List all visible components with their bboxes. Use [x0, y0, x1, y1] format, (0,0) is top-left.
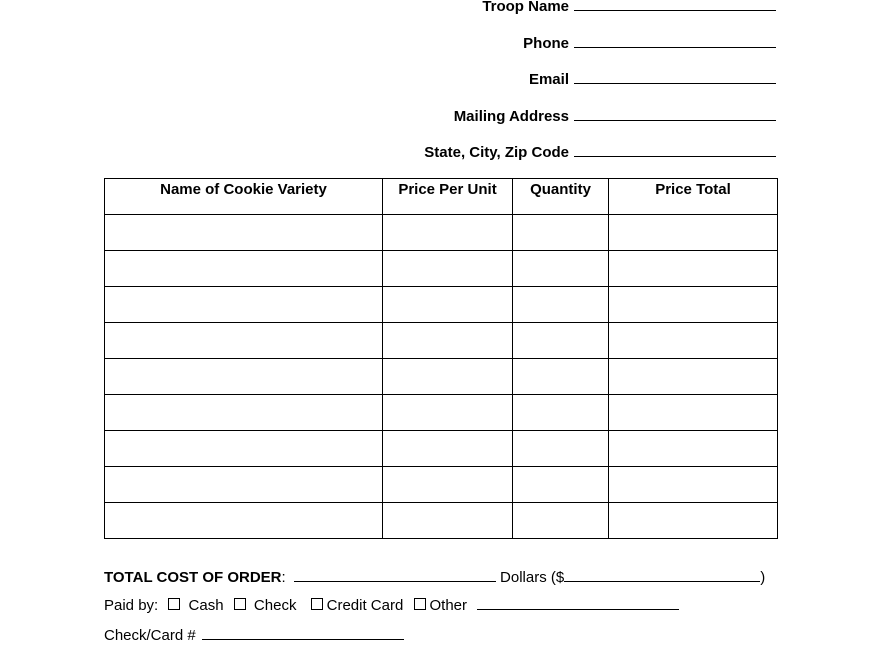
cell-quantity[interactable]	[513, 503, 609, 539]
check-card-blank[interactable]	[202, 626, 404, 640]
total-cost-line	[104, 568, 765, 586]
cell-variety[interactable]	[105, 395, 383, 431]
cell-quantity[interactable]	[513, 431, 609, 467]
check-card-label: Check/Card #	[104, 627, 196, 644]
paid-by-line	[104, 596, 679, 614]
column-header-quantity: Quantity	[513, 179, 609, 215]
cell-quantity[interactable]	[513, 395, 609, 431]
column-header-variety: Name of Cookie Variety	[105, 179, 383, 215]
cell-price-total[interactable]	[609, 323, 778, 359]
total-cost-blank[interactable]	[294, 568, 496, 582]
cell-price-total[interactable]	[609, 503, 778, 539]
column-header-price-total: Price Total	[609, 179, 778, 215]
phone-field	[523, 33, 776, 52]
total-cost-label: TOTAL COST OF ORDER	[104, 569, 282, 586]
state-city-zip-label: State, City, Zip Code	[424, 144, 569, 161]
table-row	[105, 359, 778, 395]
cash-checkbox[interactable]	[168, 598, 180, 610]
email-label: Email	[528, 71, 569, 88]
order-table	[104, 178, 778, 539]
table-row	[105, 215, 778, 251]
cell-variety[interactable]	[105, 467, 383, 503]
cell-quantity[interactable]	[513, 323, 609, 359]
other-blank[interactable]	[477, 596, 679, 610]
table-row	[105, 503, 778, 539]
cell-price-total[interactable]	[609, 359, 778, 395]
cell-price-per-unit[interactable]	[383, 251, 513, 287]
cell-quantity[interactable]	[513, 215, 609, 251]
email-field	[529, 69, 776, 88]
cell-variety[interactable]	[105, 323, 383, 359]
cell-price-total[interactable]	[609, 215, 778, 251]
check-card-line	[104, 626, 404, 644]
cell-variety[interactable]	[105, 287, 383, 323]
credit-card-option-label: Credit Card	[326, 597, 404, 614]
cell-price-total[interactable]	[609, 431, 778, 467]
dollars-label: Dollars ($	[500, 569, 565, 586]
table-header-row	[105, 179, 778, 215]
table-row	[105, 467, 778, 503]
cell-variety[interactable]	[105, 215, 383, 251]
cell-quantity[interactable]	[513, 359, 609, 395]
troop-name-field	[482, 0, 776, 15]
cell-price-per-unit[interactable]	[383, 431, 513, 467]
cell-variety[interactable]	[105, 503, 383, 539]
cell-price-total[interactable]	[609, 395, 778, 431]
cell-price-per-unit[interactable]	[383, 503, 513, 539]
column-header-price-per-unit: Price Per Unit	[383, 179, 513, 215]
phone-blank[interactable]	[574, 33, 776, 48]
mailing-address-label: Mailing Address	[453, 108, 569, 125]
state-city-zip-blank[interactable]	[574, 142, 776, 157]
troop-name-blank[interactable]	[574, 0, 776, 11]
credit-card-checkbox[interactable]	[311, 598, 323, 610]
cell-price-per-unit[interactable]	[383, 467, 513, 503]
cell-quantity[interactable]	[513, 467, 609, 503]
cell-quantity[interactable]	[513, 287, 609, 323]
mailing-address-blank[interactable]	[574, 106, 776, 121]
table-row	[105, 323, 778, 359]
table-row	[105, 431, 778, 467]
cell-price-per-unit[interactable]	[383, 323, 513, 359]
other-option-label: Other	[429, 597, 468, 614]
check-checkbox[interactable]	[234, 598, 246, 610]
table-row	[105, 251, 778, 287]
mailing-address-field	[454, 106, 776, 125]
cell-variety[interactable]	[105, 251, 383, 287]
check-option-label: Check	[253, 597, 297, 614]
email-blank[interactable]	[574, 69, 776, 84]
phone-label: Phone	[523, 35, 569, 52]
table-row	[105, 395, 778, 431]
cell-price-total[interactable]	[609, 467, 778, 503]
cash-option-label: Cash	[188, 597, 224, 614]
other-checkbox[interactable]	[414, 598, 426, 610]
cell-price-total[interactable]	[609, 251, 778, 287]
state-city-zip-field	[424, 142, 776, 161]
cell-price-per-unit[interactable]	[383, 395, 513, 431]
dollars-blank[interactable]	[564, 568, 760, 582]
cell-price-per-unit[interactable]	[383, 359, 513, 395]
cell-price-total[interactable]	[609, 287, 778, 323]
total-cost-colon: :	[281, 569, 286, 586]
cell-variety[interactable]	[105, 359, 383, 395]
troop-name-label: Troop Name	[482, 0, 569, 15]
dollars-close: )	[760, 569, 766, 586]
cell-variety[interactable]	[105, 431, 383, 467]
cell-quantity[interactable]	[513, 251, 609, 287]
cell-price-per-unit[interactable]	[383, 287, 513, 323]
paid-by-label: Paid by:	[104, 597, 159, 614]
table-row	[105, 287, 778, 323]
cell-price-per-unit[interactable]	[383, 215, 513, 251]
